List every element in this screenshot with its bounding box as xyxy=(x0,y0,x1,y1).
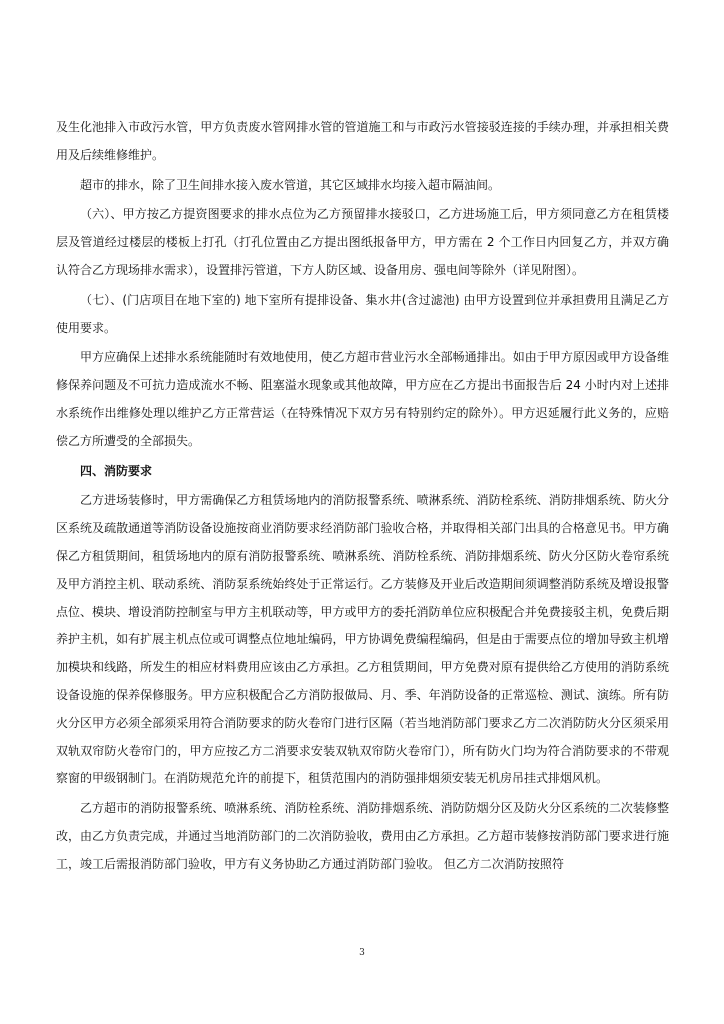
paragraph-clause-six: （六）、甲方按乙方提资图要求的排水点位为乙方预留排水接驳口，乙方进场施工后，甲方须同意乙方在租赁楼层及管道经过楼层的楼板上打孔（打孔位置由乙方提出图纸报备甲方，甲方需在 2 个工作日内回复乙方，并双方确认符合乙方现场排水需求），设置排污管道，下方人防区域、设备用房、强电间等除外（详见附图）。 xyxy=(56,207,669,277)
paragraph-supermarket-drainage: 超市的排水，除了卫生间排水接入废水管道，其它区域排水均接入超市隔油间。 xyxy=(80,177,501,192)
section-heading-fire-protection: 四、消防要求 xyxy=(80,463,153,478)
document-body xyxy=(56,114,669,879)
page-number: 3 xyxy=(359,948,365,958)
paragraph-clause-seven: （七）、(门店项目在地下室的) 地下室所有提排设备、集水井(含过滤池) 由甲方设置到位并承担费用且满足乙方使用要求。 xyxy=(56,292,669,335)
paragraph-drainage-continued: 及生化池排入市政污水管，甲方负责废水管网排水管的管道施工和与市政污水管接驳连接的手续办理，并承担相关费用及后续维修维护。 xyxy=(56,120,669,162)
paragraph-drainage-guarantee: 甲方应确保上述排水系统能随时有效地使用，使乙方超市营业污水全部畅通排出。如由于甲方原因或甲方设备维修保养问题及不可抗力造成流水不畅、阻塞溢水现象或其他故障，甲方应在乙方提出书面报告后 24 小时内对上述排水系统作出维修处理以维护乙方正常营运（在特殊情况下双方另有特别约定的除外）。甲方迟延履行此义务的，应赔偿乙方所遭受的全部损失。 xyxy=(56,350,669,448)
paragraph-secondary-fire-renovation: 乙方超市的消防报警系统、喷淋系统、消防栓系统、消防排烟系统、消防防烟分区及防火分区系统的二次装修整改，由乙方负责完成，并通过当地消防部门的二次消防验收，费用由乙方承担。乙方超市装修按消防部门要求进行施工，竣工后需报消防部门验收，甲方有义务协助乙方通过消防部门验收。 但乙方二次消防按照符 xyxy=(56,801,669,871)
paragraph-fire-requirements: 乙方进场装修时，甲方需确保乙方租赁场地内的消防报警系统、喷淋系统、消防栓系统、消防排烟系统、防火分区系统及疏散通道等消防设备设施按商业消防要求经消防部门验收合格，并取得相关部门出具的合格意见书。甲方确保乙方租赁期间，租赁场地内的原有消防报警系统、喷淋系统、消防栓系统、消防排烟系统、防火分区防火卷帘系统及甲方消控主机、联动系统、消防泵系统始终处于正常运行。乙方装修及开业后改造期间须调整消防系统及增设报警点位、模块、增设消防控制室与甲方主机联动等，甲方或甲方的委托消防单位应积极配合并免费接驳主机，免费后期养护主机，如有扩展主机点位或可调整点位地址编码，甲方协调免费编程编码，但是由于需要点位的增加导致主机增加模块和线路，所发生的相应材料费用应该由乙方承担。乙方租赁期间，甲方免费对原有提供给乙方使用的消防系统设备设施的保养保修服务。甲方应积极配合乙方消防报做局、月、季、年消防设备的正常巡检、测试、演练。所有防火分区甲方必须全部须采用符合消防要求的防火卷帘门进行区隔（若当地消防部门要求乙方二次消防防火分区须采用双轨双帘防火卷帘门的，甲方应按乙方二消要求安装双轨双帘防火卷帘门），所有防火门均为符合消防要求的不带观察窗的甲级钢制门。在消防规范允许的前提下，租赁范围内的消防强排烟须安装无机房吊挂式排烟风机。 xyxy=(56,493,669,786)
